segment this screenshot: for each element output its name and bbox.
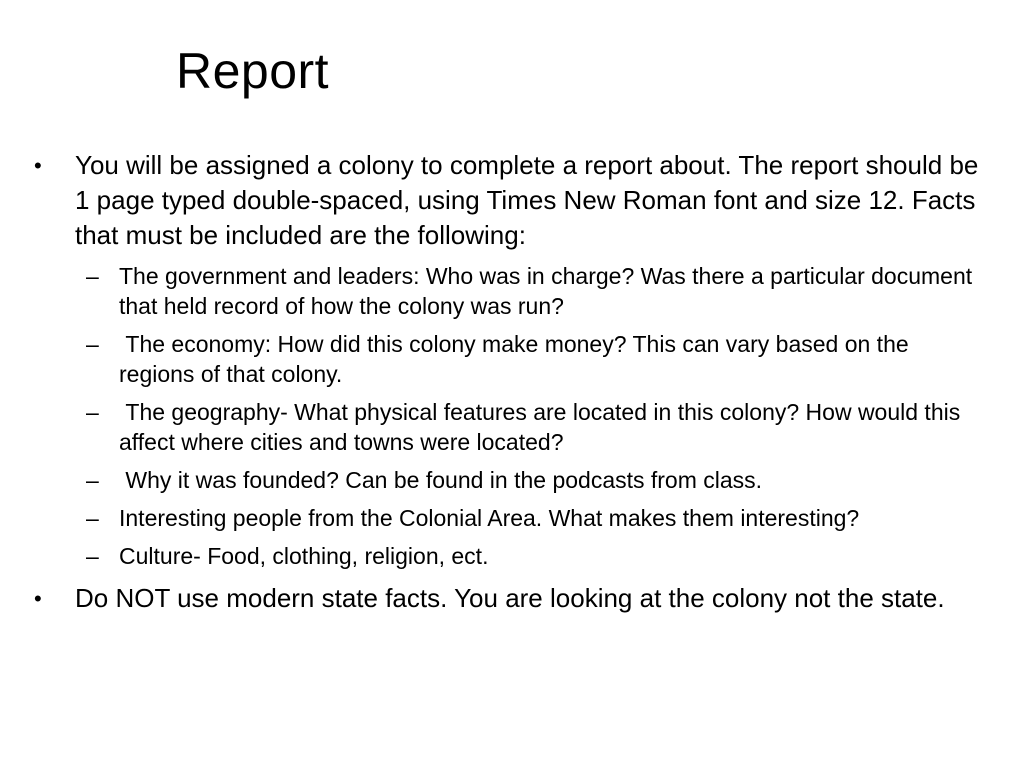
sub-bullet-marker: – (86, 263, 99, 289)
sub-bullet-item (0, 503, 1024, 533)
sub-bullet-list (0, 261, 1024, 571)
sub-bullet-marker: – (86, 543, 99, 569)
sub-bullet-text: Culture- Food, clothing, religion, ect. (119, 543, 489, 569)
sub-bullet-marker: – (86, 399, 99, 425)
bullet-item (0, 148, 1024, 253)
bullet-item (0, 581, 1024, 616)
sub-bullet-item (0, 261, 1024, 321)
sub-bullet-text: The geography- What physical features are located in this colony? How would this affect where cities and towns were located? (119, 399, 967, 455)
sub-bullet-text: Interesting people from the Colonial Area. What makes them interesting? (119, 505, 860, 531)
sub-bullet-item (0, 397, 1024, 457)
bullet-text: Do NOT use modern state facts. You are looking at the colony not the state. (75, 583, 945, 613)
sub-bullet-item (0, 541, 1024, 571)
sub-bullet-item (0, 465, 1024, 495)
bullet-marker: • (34, 153, 42, 178)
bullet-marker: • (34, 586, 42, 611)
sub-bullet-text: Why it was founded? Can be found in the podcasts from class. (119, 467, 763, 493)
sub-bullet-marker: – (86, 331, 99, 357)
sub-bullet-item (0, 329, 1024, 389)
slide-body (0, 148, 1024, 616)
sub-bullet-marker: – (86, 467, 99, 493)
sub-bullet-text: The economy: How did this colony make money? This can vary based on the regions of that colony. (119, 331, 916, 387)
bullet-text: You will be assigned a colony to complete a report about. The report should be 1 page typed double-spaced, using Times New Roman font and size 12. Facts that must be included are the following: (75, 150, 979, 250)
slide-title: Report (176, 43, 330, 99)
sub-bullet-text: The government and leaders: Who was in charge? Was there a particular document that held record of how the colony was run? (119, 263, 979, 319)
sub-bullet-marker: – (86, 505, 99, 531)
